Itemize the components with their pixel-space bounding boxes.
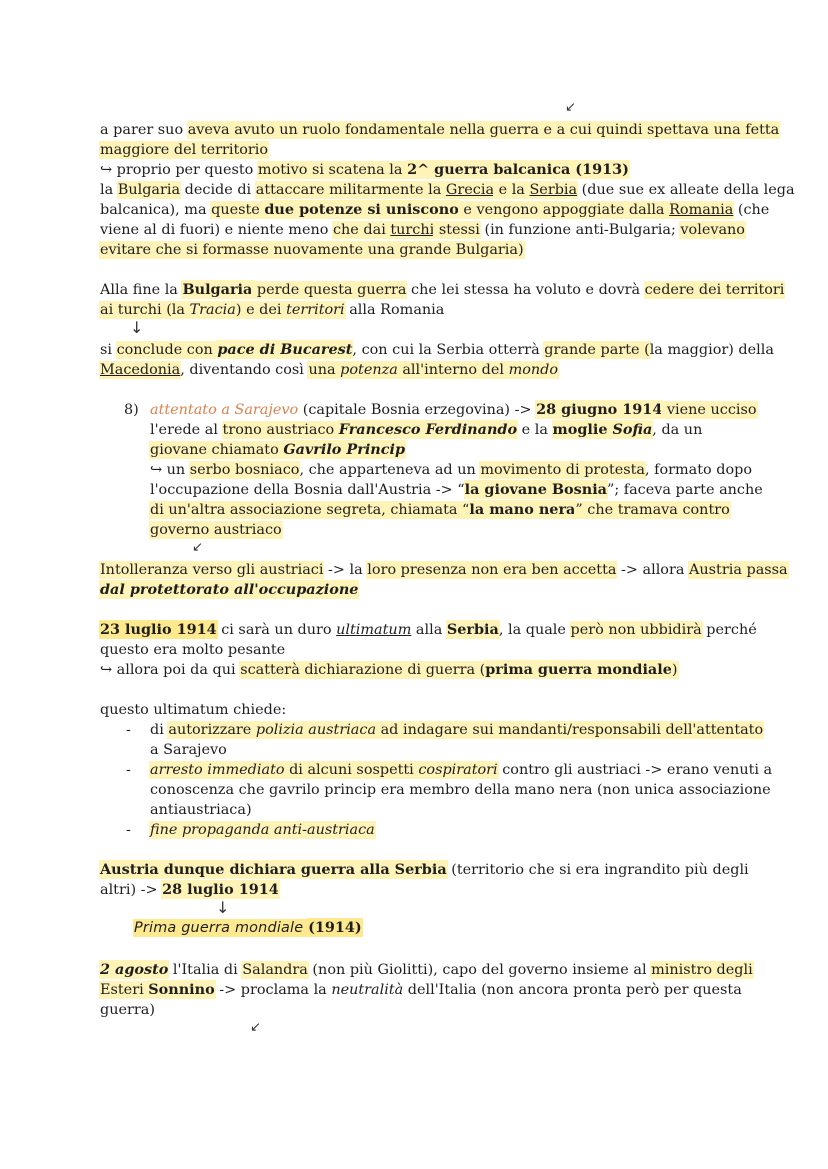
text-line: Macedonia, diventando così una potenza all'interno del mondo [100, 362, 559, 378]
text-line: governo austriaco [150, 522, 282, 538]
text-line: di un'altra associazione segreta, chiamata “la mano nera” che tramava contro [150, 501, 730, 518]
bullet-dash: - [126, 722, 131, 738]
check-mark-icon: ↙ [250, 1020, 261, 1035]
text-line: Intolleranza verso gli austriaci -> la loro presenza non era ben accetta -> allora Austria passa [100, 562, 788, 578]
text-line: 2 agosto l'Italia di Salandra (non più Giolitti), capo del governo insieme al ministro degli [100, 961, 753, 978]
text-line: l'erede al trono austriaco Francesco Ferdinando e la moglie Sofia, da un [150, 421, 703, 438]
text-line: attentato a Sarajevo (capitale Bosnia erzegovina) -> 28 giugno 1914 viene ucciso [150, 401, 757, 418]
text-line: di autorizzare polizia austriaca ad indagare sui mandanti/responsabili dell'attentato [150, 722, 764, 738]
text-line: a Sarajevo [150, 742, 227, 758]
bullet-dash: - [126, 762, 131, 778]
text-line: ai turchi (la Tracia) e dei territori alla Romania [100, 302, 445, 318]
text-line: ↪ un serbo bosniaco, che apparteneva ad un movimento di protesta, formato dopo [150, 462, 753, 478]
text-line: balcanica), ma queste due potenze si uniscono e vengono appoggiate dalla Romania (che [100, 201, 770, 218]
text-line: altri) -> 28 luglio 1914 [100, 881, 279, 898]
sub-arrow-icon: ↪ [100, 162, 113, 178]
sub-arrow-icon: ↪ [100, 662, 113, 678]
text-line: a parer suo aveva avuto un ruolo fondamentale nella guerra e a cui quindi spettava una fetta [100, 122, 780, 138]
text-line: 23 luglio 1914 ci sarà un duro ultimatum alla Serbia, la quale però non ubbidirà perché [100, 621, 757, 638]
check-mark-icon: ↙ [565, 100, 576, 115]
text-line: giovane chiamato Gavrilo Princip [150, 441, 406, 458]
text-line: Austria dunque dichiara guerra alla Serbia (territorio che si era ingrandito più degli [100, 861, 749, 878]
text-line: ↪ proprio per questo motivo si scatena la 2^ guerra balcanica (1913) [100, 161, 629, 178]
text-line: maggiore del territorio [100, 142, 269, 158]
text-line: arresto immediato di alcuni sospetti cospiratori contro gli austriaci -> erano venuti a [150, 762, 773, 778]
text-line: si conclude con pace di Bucarest, con cui la Serbia otterrà grande parte (la maggior) della [100, 341, 774, 358]
text-line: dal protettorato all'occupazione [100, 581, 359, 598]
text-line: Esteri Sonnino -> proclama la neutralità dell'Italia (non ancora pronta però per questa [100, 981, 742, 998]
text-line: conoscenza che gavrilo princip era membro della mano nera (non unica associazione [150, 782, 771, 798]
down-arrow-icon: ↓ [216, 898, 230, 917]
down-arrow-icon: ↓ [130, 318, 144, 337]
bullet-dash: - [126, 822, 131, 838]
list-number: 8) [124, 402, 139, 418]
text-line: la Bulgaria decide di attaccare militarmente la Grecia e la Serbia (due sue ex alleate della lega [100, 182, 795, 198]
text-line: fine propaganda anti-austriaca [150, 822, 375, 838]
text-line: questo ultimatum chiede: [100, 702, 287, 718]
text-line: ↪ allora poi da qui scatterà dichiarazione di guerra (prima guerra mondiale) [100, 661, 678, 678]
text-line: questo era molto pesante [100, 642, 286, 658]
text-line: evitare che si formasse nuovamente una grande Bulgaria) [100, 242, 524, 258]
text-line: l'occupazione della Bosnia dall'Austria -> “la giovane Bosnia”; faceva parte anche [150, 481, 763, 498]
sub-arrow-icon: ↪ [150, 462, 163, 478]
text-line: guerra) [100, 1002, 155, 1018]
text-line: antiaustriaca) [150, 802, 252, 818]
text-line: viene al di fuori) e niente meno che dai turchi stessi (in funzione anti-Bulgaria; volevano [100, 222, 745, 238]
text-line: Alla fine la Bulgaria perde questa guerra che lei stessa ha voluto e dovrà cedere dei territori [100, 281, 785, 298]
check-mark-icon: ↙ [192, 540, 203, 555]
section-heading: Prima guerra mondiale (1914) [134, 919, 362, 936]
